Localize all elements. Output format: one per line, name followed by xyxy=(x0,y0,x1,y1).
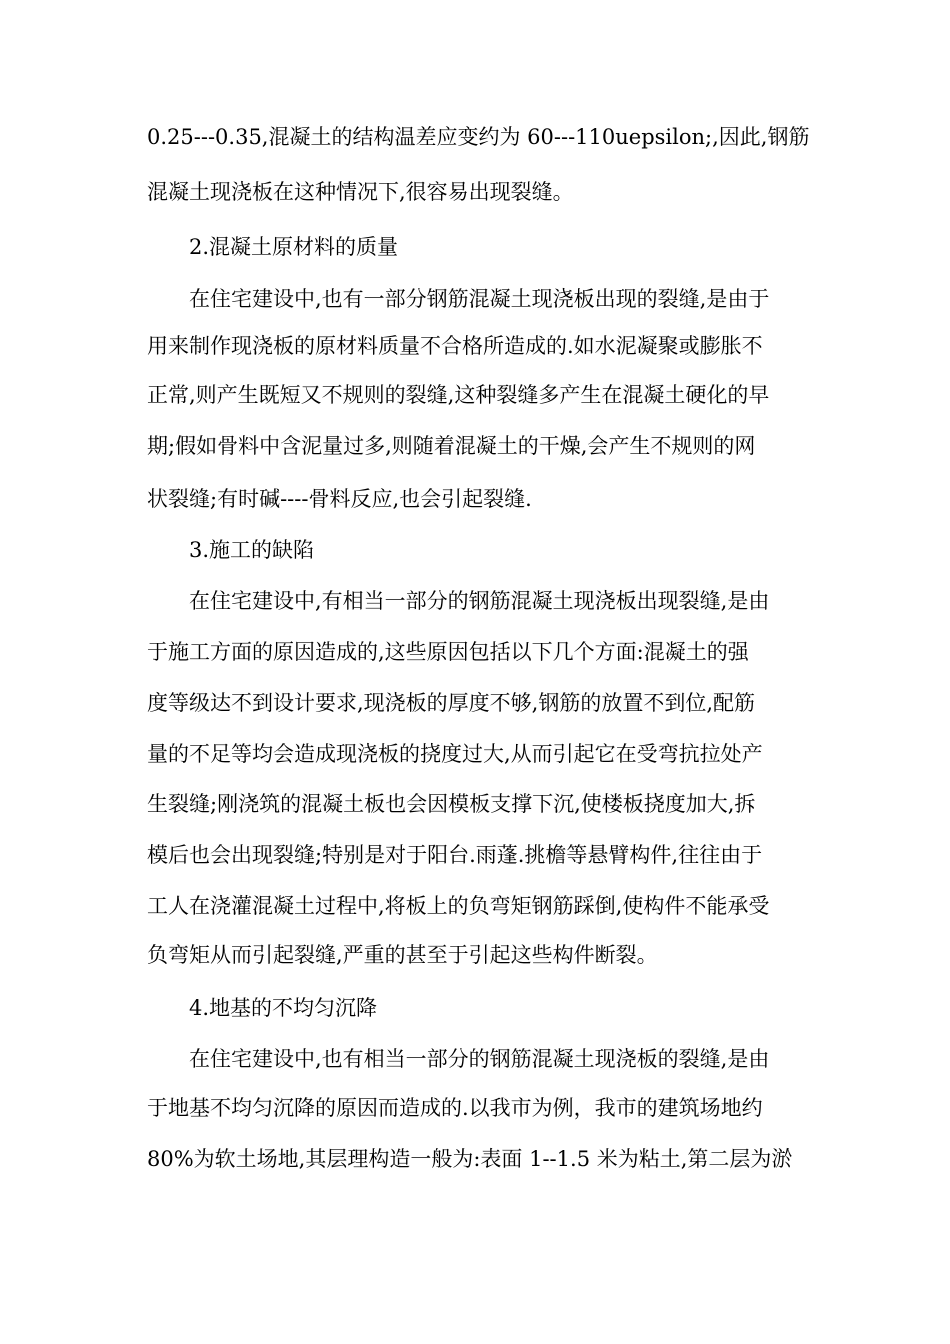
paragraph-line: 在住宅建设中,也有一部分钢筋混凝土现浇板出现的裂缝,是由于 xyxy=(189,287,770,311)
paragraph-line: 于施工方面的原因造成的,这些原因包括以下几个方面:混凝土的强 xyxy=(147,640,749,664)
paragraph-line: 用来制作现浇板的原材料质量不合格所造成的.如水泥凝聚或膨胀不 xyxy=(147,334,763,358)
paragraph-line: 0.25---0.35,混凝土的结构温差应变约为 60---110uepsilon;,因此,钢筋 xyxy=(147,125,810,149)
paragraph-line: 生裂缝;刚浇筑的混凝土板也会因模板支撑下沉,使楼板挠度加大,拆 xyxy=(147,792,756,816)
section-heading: 4.地基的不均匀沉降 xyxy=(189,996,378,1020)
paragraph-line: 80%为软土场地,其层理构造一般为:表面 1--1.5 米为粘土,第二层为淤 xyxy=(147,1147,793,1171)
paragraph-line: 于地基不均匀沉降的原因而造成的.以我市为例，我市的建筑场地约 xyxy=(147,1096,763,1120)
paragraph-line: 工人在浇灌混凝土过程中,将板上的负弯矩钢筋踩倒,使构件不能承受 xyxy=(147,894,770,918)
paragraph-line: 混凝土现浇板在这种情况下,很容易出现裂缝。 xyxy=(147,180,574,204)
paragraph-line: 度等级达不到设计要求,现浇板的厚度不够,钢筋的放置不到位,配筋 xyxy=(147,691,756,715)
paragraph-line: 在住宅建设中,也有相当一部分的钢筋混凝土现浇板的裂缝,是由 xyxy=(189,1047,770,1071)
section-heading: 3.施工的缺陷 xyxy=(189,538,315,562)
paragraph-line: 负弯矩从而引起裂缝,严重的甚至于引起这些构件断裂。 xyxy=(147,943,658,967)
paragraph-line: 模后也会出现裂缝;特别是对于阳台.雨蓬.挑檐等悬臂构件,往往由于 xyxy=(147,843,763,867)
paragraph-line: 在住宅建设中,有相当一部分的钢筋混凝土现浇板出现裂缝,是由 xyxy=(189,589,770,613)
section-heading: 2.混凝土原材料的质量 xyxy=(189,235,399,259)
paragraph-line: 量的不足等均会造成现浇板的挠度过大,从而引起它在受弯抗拉处产 xyxy=(147,742,763,766)
paragraph-line: 期;假如骨料中含泥量过多,则随着混凝土的干燥,会产生不规则的网 xyxy=(147,434,756,458)
paragraph-line: 正常,则产生既短又不规则的裂缝,这种裂缝多产生在混凝土硬化的早 xyxy=(147,383,770,407)
paragraph-line: 状裂缝;有时碱----骨料反应,也会引起裂缝. xyxy=(147,487,532,511)
